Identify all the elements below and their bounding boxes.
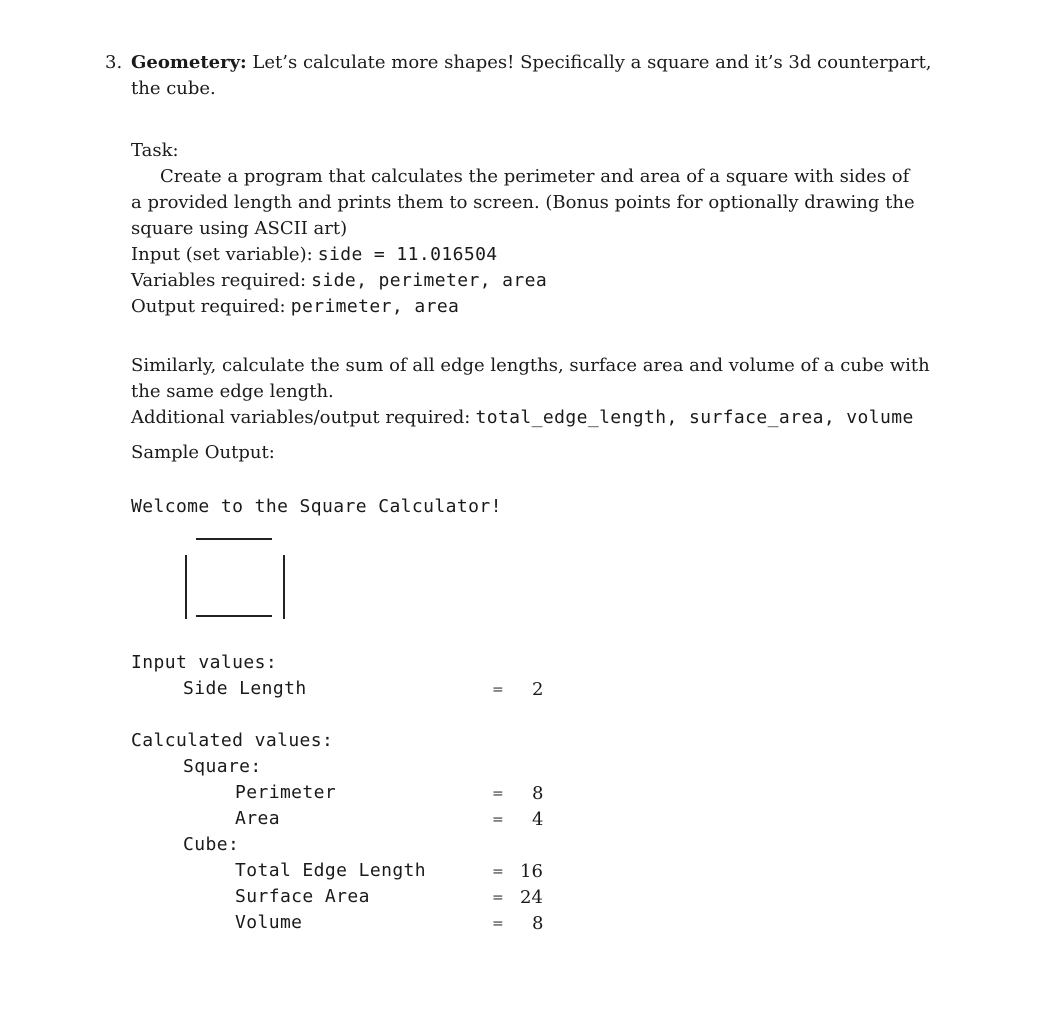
volume-equals: = bbox=[492, 916, 504, 932]
surface-area-value: 24 bbox=[520, 887, 543, 908]
task-variables-value: side, perimeter, area bbox=[311, 270, 548, 291]
problem-intro-line2: the cube. bbox=[131, 78, 216, 99]
problem-title: Geometery: bbox=[131, 52, 247, 73]
input-values-header: Input values: bbox=[131, 652, 278, 673]
ascii-square-left-edge bbox=[185, 555, 187, 619]
task-variables-line bbox=[131, 268, 547, 294]
side-length-value: 2 bbox=[532, 679, 544, 700]
sample-output-label: Sample Output: bbox=[131, 442, 275, 463]
perimeter-equals: = bbox=[492, 786, 504, 802]
task-input-value: side = 11.016504 bbox=[317, 244, 498, 265]
volume-label: Volume bbox=[235, 912, 303, 933]
ascii-square-bottom-edge bbox=[196, 615, 272, 617]
task-output-value: perimeter, area bbox=[290, 296, 460, 317]
area-equals: = bbox=[492, 812, 504, 828]
cube-additional-value: total_edge_length, surface_area, volume bbox=[475, 407, 914, 428]
total-edge-length-label: Total Edge Length bbox=[235, 860, 427, 881]
task-input-label: Input (set variable): bbox=[131, 244, 313, 265]
task-line1: Create a program that calculates the perimeter and area of a square with sides of bbox=[160, 166, 910, 187]
task-line3: square using ASCII art) bbox=[131, 218, 348, 239]
cube-additional-label: Additional variables/output required: bbox=[131, 407, 471, 428]
calculated-values-header: Calculated values: bbox=[131, 730, 334, 751]
welcome-line: Welcome to the Square Calculator! bbox=[131, 496, 502, 517]
cube-header: Cube: bbox=[183, 834, 240, 855]
ascii-square-right-edge bbox=[283, 555, 285, 619]
total-edge-length-equals: = bbox=[492, 864, 504, 880]
perimeter-label: Perimeter bbox=[235, 782, 337, 803]
task-label: Task: bbox=[131, 140, 179, 161]
cube-line1: Similarly, calculate the sum of all edge lengths, surface area and volume of a cube with bbox=[131, 355, 930, 376]
volume-value: 8 bbox=[532, 913, 544, 934]
problem-intro: Let’s calculate more shapes! Specifically a square and it’s 3d counterpart, bbox=[252, 52, 932, 73]
side-length-equals: = bbox=[492, 682, 504, 698]
surface-area-equals: = bbox=[492, 890, 504, 906]
total-edge-length-value: 16 bbox=[520, 861, 543, 882]
area-label: Area bbox=[235, 808, 280, 829]
cube-line2: the same edge length. bbox=[131, 381, 334, 402]
perimeter-value: 8 bbox=[532, 783, 544, 804]
task-input-line bbox=[131, 242, 498, 268]
ascii-square-top-edge bbox=[196, 538, 272, 540]
task-output-line bbox=[131, 294, 459, 320]
task-output-label: Output required: bbox=[131, 296, 286, 317]
area-value: 4 bbox=[532, 809, 544, 830]
task-line2: a provided length and prints them to screen. (Bonus points for optionally drawing the bbox=[131, 192, 915, 213]
side-length-label: Side Length bbox=[183, 678, 307, 699]
surface-area-label: Surface Area bbox=[235, 886, 370, 907]
cube-additional-line bbox=[131, 405, 914, 431]
problem-number: 3. bbox=[105, 52, 123, 73]
problem-heading-line1 bbox=[131, 50, 932, 76]
task-variables-label: Variables required: bbox=[131, 270, 307, 291]
square-header: Square: bbox=[183, 756, 262, 777]
